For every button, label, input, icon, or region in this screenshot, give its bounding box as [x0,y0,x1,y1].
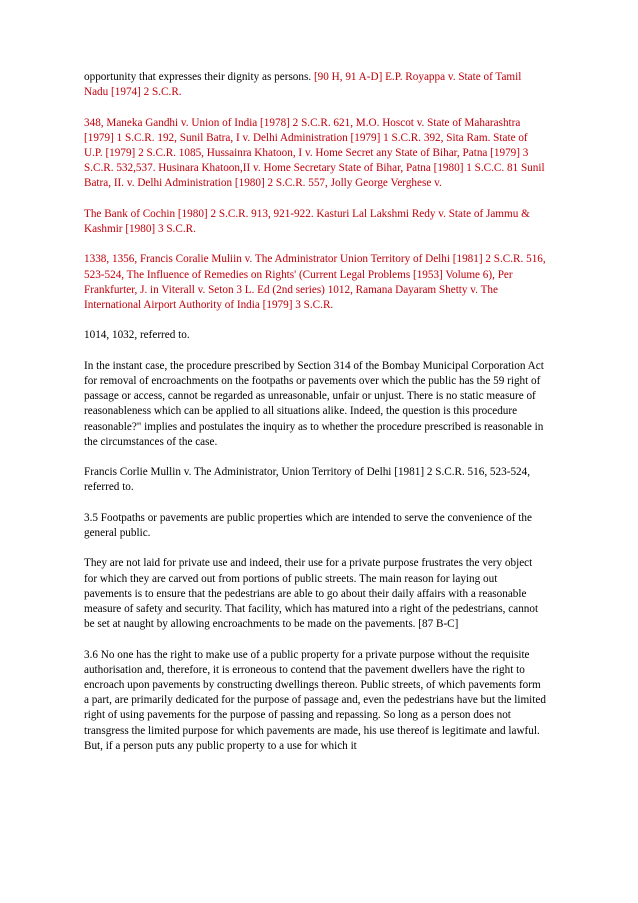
document-page [84,70,546,769]
paragraph-4-citation: 1338, 1356, Francis Coralie Muliin v. The Administrator Union Territory of Delhi [1981] 2 S.C.R. 516, 523-524, The Influence of Remedies on Rights' (Current Legal Problems [1953] Volume 6), Per Frankfurter, J. in Viterall v. Seton 3 L. Ed (2nd series) 1012, Ramana Dayaram Shetty v. The International Airport Authority of India [1979] 3 S.C.R. [84,253,546,311]
paragraph-9-text: They are not laid for private use and indeed, their use for a private purpose frustrates the very object for which they are carved out from portions of public streets. The main reason for laying out pavements is to ensure that the pedestrians are able to go about their daily affairs with a reasonable measure of safety and security. That facility, which has matured into a right of the pedestrians, cannot be set at naught by allowing encroachments to be made on the pavements. [87 B-C] [84,557,539,631]
paragraph-2-citation: 348, Maneka Gandhi v. Union of India [1978] 2 S.C.R. 621, M.O. Hoscot v. State of Maharashtra [1979] 1 S.C.R. 192, Sunil Batra, I v. Delhi Administration [1979] 1 S.C.R. 392, Sita Ram. State of U.P. [1979] 2 S.C.R. 1085, Hussainra Khatoon, I v. Home Secret any State of Bihar, Patna [1979] 3 S.C.R. 532,537. Husinara Khatoon,II v. Home Secretary State of Bihar, Patna [1980] 1 S.C.C. 81 Sunil Batra, II. v. Delhi Administration [1980] 2 S.C.R. 557, Jolly George Verghese v. [84,116,545,190]
paragraph-6 [84,359,546,450]
paragraph-1-citation: [90 H, 91 A-D] E.P. Royappa v. State of Tamil Nadu [1974] 2 S.C.R. [84,71,522,99]
paragraph-8 [84,511,546,541]
paragraph-1 [84,70,546,100]
paragraph-6-text: In the instant case, the procedure prescribed by Section 314 of the Bombay Municipal Corporation Act for removal of encroachments on the footpaths or pavements over which the public has the 59 right of passage or access, cannot be regarded as unreasonable, unfair or unjust. There is no static measure of reasonableness which can be applied to all situations alike. Indeed, the question is this procedure reasonable?" implies and postulates the inquiry as to whether the procedure prescribed is reasonable in the circumstances of the case. [84,359,544,448]
paragraph-7-text: Francis Corlie Mullin v. The Administrator, Union Territory of Delhi [1981] 2 S.C.R. 516, 523-524, referred to. [84,466,531,494]
paragraph-7 [84,465,546,495]
paragraph-10-text: 3.6 No one has the right to make use of a public property for a private purpose without the requisite authorisation and, therefore, it is erroneous to contend that the pavement dwellers have the right to encroach upon pavements by constructing dwellings thereon. Public streets, of which pavements form a part, are primarily dedicated for the purpose of passage and, even the pedestrians have but the limited right of using pavements for the purpose of passing and repassing. So long as a person does not transgress the limited purpose for which pavements are made, his use thereof is legitimate and lawful. But, if a person puts any public property to a use for which it [84,648,546,752]
paragraph-3-citation: The Bank of Cochin [1980] 2 S.C.R. 913, 921-922. Kasturi Lal Lakshmi Redy v. State of Jammu & Kashmir [1980] 3 S.C.R. [84,207,530,235]
paragraph-4 [84,252,546,313]
paragraph-8-text: 3.5 Footpaths or pavements are public properties which are intended to serve the convenience of the general public. [84,511,532,539]
paragraph-5-text: 1014, 1032, referred to. [84,329,190,342]
paragraph-1-text: opportunity that expresses their dignity as persons. [84,71,314,83]
paragraph-2 [84,116,546,192]
paragraph-3 [84,207,546,237]
paragraph-9 [84,556,546,632]
paragraph-5 [84,328,546,343]
paragraph-10 [84,648,546,754]
